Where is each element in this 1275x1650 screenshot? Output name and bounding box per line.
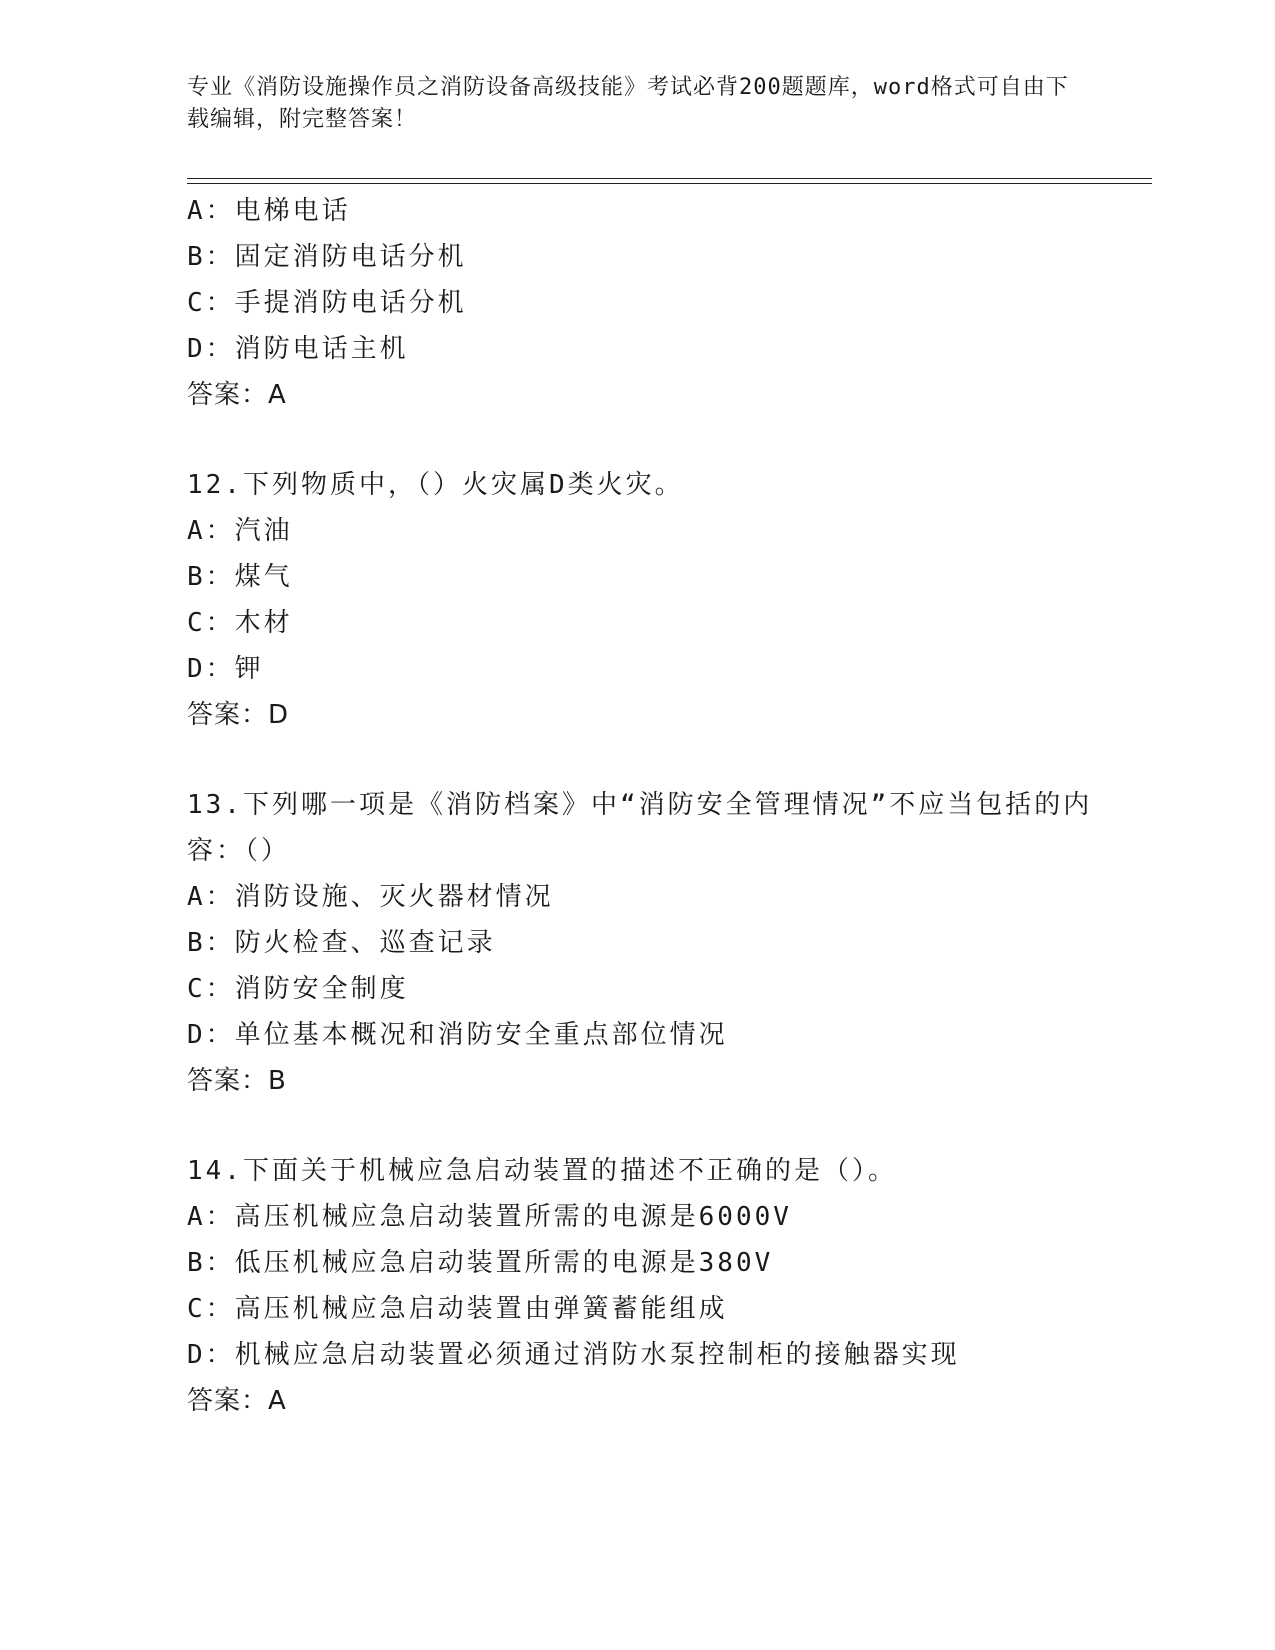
option-b: B：防火检查、巡查记录 <box>187 928 496 958</box>
answer-line: 答案：A <box>187 380 287 410</box>
question-block <box>187 188 1127 418</box>
document-header: 专业《消防设施操作员之消防设备高级技能》考试必背200题题库，word格式可自由下载编辑，附完整答案！ <box>187 75 1069 132</box>
option-c: C：高压机械应急启动装置由弹簧蓄能组成 <box>187 1294 728 1324</box>
answer-line: 答案：A <box>187 1386 287 1416</box>
option-b: B：固定消防电话分机 <box>187 242 467 272</box>
spacer <box>187 418 1127 462</box>
option-d: D：消防电话主机 <box>187 334 409 364</box>
question-text: 13.下列哪一项是《消防档案》中“消防安全管理情况”不应当包括的内容：（） <box>187 790 1093 866</box>
option-d: D：机械应急启动装置必须通过消防水泵控制柜的接触器实现 <box>187 1340 960 1370</box>
option-b: B：煤气 <box>187 562 293 592</box>
option-a: A：电梯电话 <box>187 196 351 226</box>
option-c: C：消防安全制度 <box>187 974 409 1004</box>
option-b: B：低压机械应急启动装置所需的电源是380V <box>187 1248 774 1278</box>
question-text: 14.下面关于机械应急启动装置的描述不正确的是（）。 <box>187 1156 897 1186</box>
header-divider <box>187 178 1152 184</box>
option-d: D：钾 <box>187 654 264 684</box>
option-a: A：高压机械应急启动装置所需的电源是6000V <box>187 1202 792 1232</box>
question-list <box>187 188 1127 1424</box>
question-text: 12.下列物质中，（）火灾属D类火灾。 <box>187 470 684 500</box>
answer-line: 答案：B <box>187 1066 287 1096</box>
option-c: C：木材 <box>187 608 293 638</box>
option-a: A：汽油 <box>187 516 293 546</box>
question-block <box>187 1148 1127 1424</box>
option-c: C：手提消防电话分机 <box>187 288 467 318</box>
option-d: D：单位基本概况和消防安全重点部位情况 <box>187 1020 728 1050</box>
question-block <box>187 462 1127 738</box>
answer-line: 答案：D <box>187 700 290 730</box>
option-a: A：消防设施、灭火器材情况 <box>187 882 554 912</box>
spacer <box>187 738 1127 782</box>
question-block <box>187 782 1127 1104</box>
spacer <box>187 1104 1127 1148</box>
